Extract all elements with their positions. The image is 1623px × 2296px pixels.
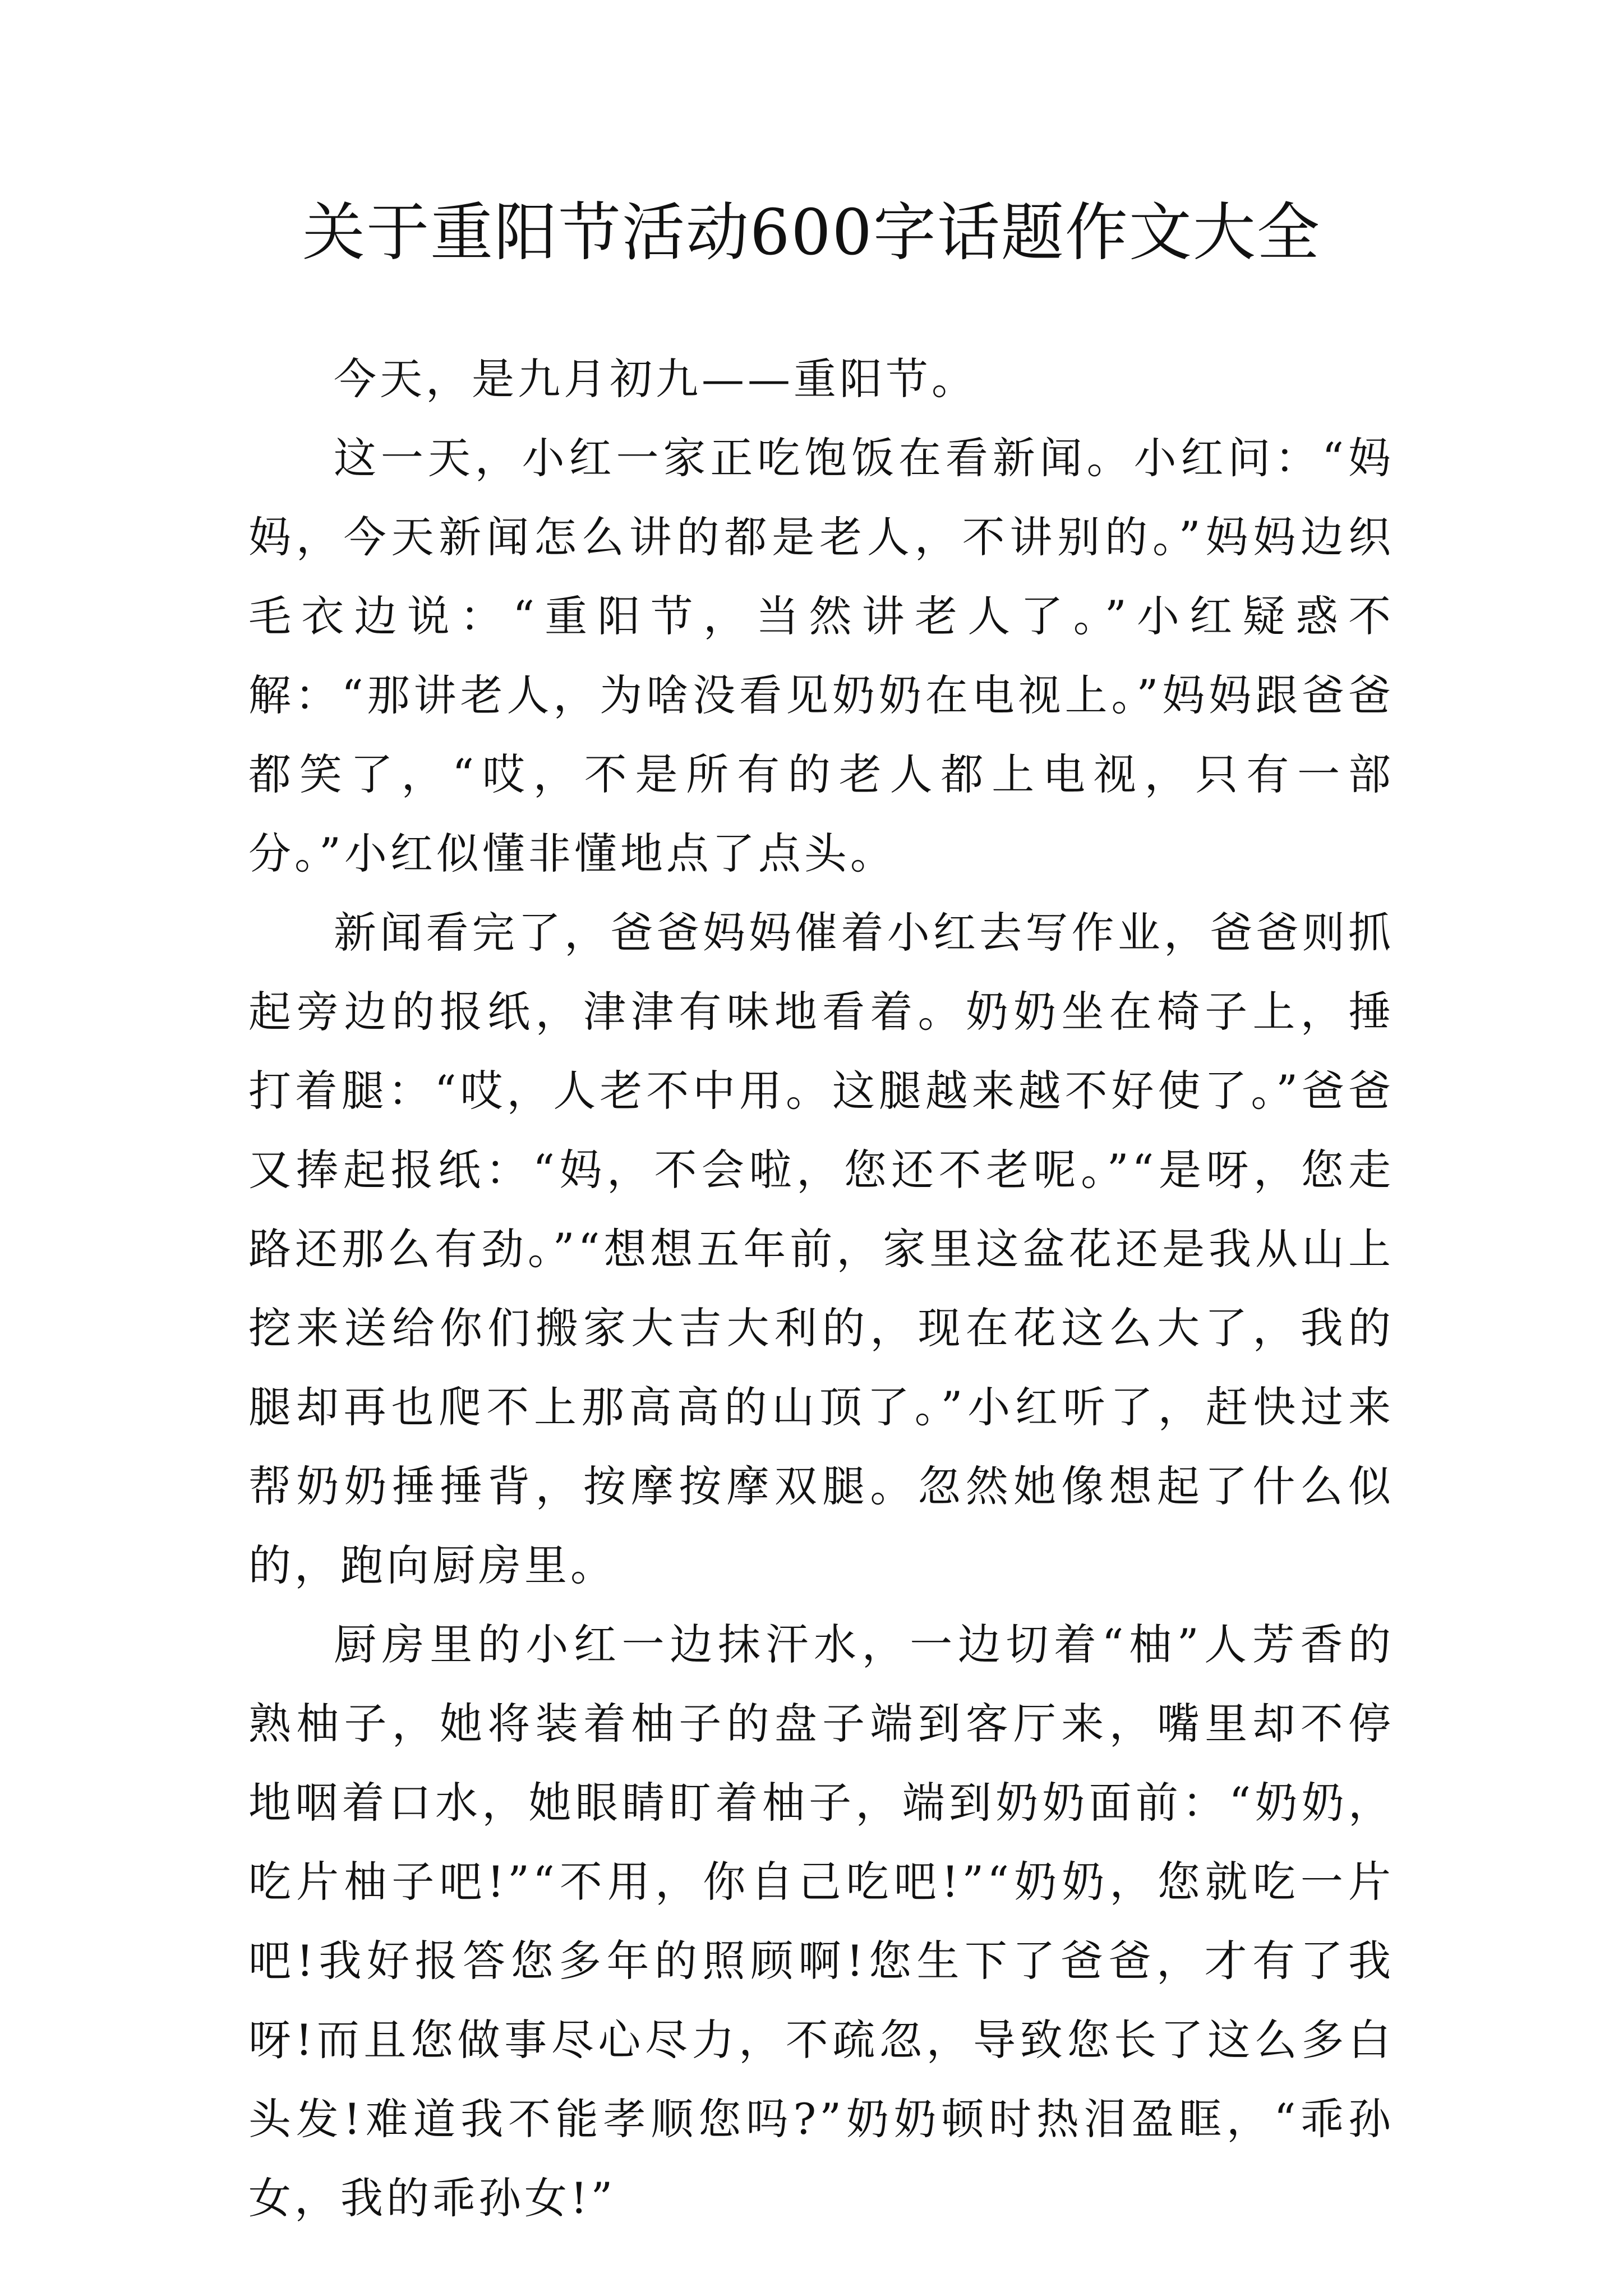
paragraph-3: 新闻看完了，爸爸妈妈催着小红去写作业，爸爸则抓起旁边的报纸，津津有味地看着。奶奶坐在椅子上，捶打着腿：“哎，人老不中用。这腿越来越不好使了。”爸爸又捧起报纸：“妈，不会啦，您还不老呢。”“是呀，您走路还那么有劲。”“想想五年前，家里这盆花还是我从山上挖来送给你们搬家大吉大利的，现在花这么大了，我的腿却再也爬不上那高高的山顶了。”小红听了，赶快过来帮奶奶捶捶背，按摩按摩双腿。忽然她像想起了什么似的，跑向厨房里。 <box>248 908 1394 1590</box>
paragraph-1: 今天，是九月初九——重阳节。 <box>334 354 978 404</box>
document-body <box>248 339 1394 2238</box>
paragraph-4: 厨房里的小红一边抹汗水，一边切着“柚”人芳香的熟柚子，她将装着柚子的盘子端到客厅来，嘴里却不停地咽着口水，她眼睛盯着柚子，端到奶奶面前：“奶奶，吃片柚子吧!”“不用，你自己吃吧!”“奶奶，您就吃一片吧!我好报答您多年的照顾啊!您生下了爸爸，才有了我呀!而且您做事尽心尽力，不疏忽，导致您长了这么多白头发!难道我不能孝顺您吗?”奶奶顿时热泪盈眶，“乖孙女，我的乖孙女!” <box>248 1619 1394 2223</box>
document-title: 关于重阳节活动600字话题作文大全 <box>302 196 1321 269</box>
paragraph-2: 这一天，小红一家正吃饱饭在看新闻。小红问：“妈妈，今天新闻怎么讲的都是老人，不讲别的。”妈妈边织毛衣边说：“重阳节，当然讲老人了。”小红疑惑不解：“那讲老人，为啥没看见奶奶在电视上。”妈妈跟爸爸都笑了，“哎，不是所有的老人都上电视，只有一部分。”小红似懂非懂地点了点头。 <box>248 433 1394 878</box>
